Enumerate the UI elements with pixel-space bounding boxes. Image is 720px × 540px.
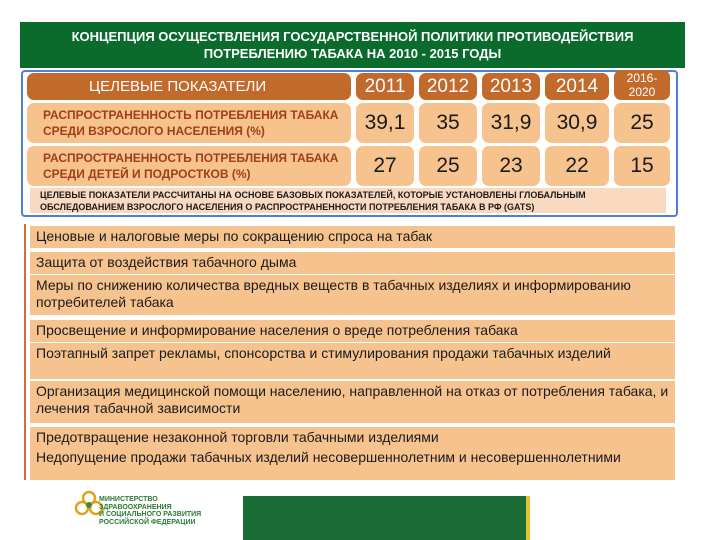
row-adult-value-2013: 31,9 [482,103,540,143]
row-adult-label [27,103,351,143]
row-youth-value-2013: 23 [482,146,540,186]
year-range-end: 2020 [628,85,656,99]
row-adult-value-2012: 35 [419,103,477,143]
slide-title-line-2: ПОТРЕБЛЕНИЮ ТАБАКА НА 2010 - 2015 ГОДЫ [203,46,502,61]
ministry-name-line-4: РОССИЙСКОЙ ФЕДЕРАЦИИ [99,518,196,526]
year-range-start: 2016- [626,71,658,85]
row-adult-label-line-1: РАСПРОСТРАНЕННОСТЬ ПОТРЕБЛЕНИЯ ТАБАКА [43,108,339,122]
year-2014: 2014 [545,73,609,100]
measure-item-illicit-trade: Предотвращение незаконной торговли табачными изделиями [30,427,675,447]
ministry-name-line-2: ЗДРАВООХРАНЕНИЯ [99,503,172,511]
table-footnote [30,188,666,213]
row-youth-value-2012: 25 [419,146,477,186]
row-youth-value-2016-2020: 15 [614,146,670,186]
measure-item-medical-help: Организация медицинской помощи населению, направленной на отказ от потребления табака, и лечения табачной зависимости [30,381,675,423]
ministry-logo [74,486,224,540]
footer-yellow-strip [526,496,530,540]
footer-green-block [243,496,526,540]
measures-left-accent [24,224,26,480]
year-2013: 2013 [482,73,540,100]
row-adult-value-2011: 39,1 [356,103,414,143]
ministry-name-line-1: МИНИСТЕРСТВО [99,496,158,503]
row-adult-value-2016-2020: 25 [614,103,670,143]
year-2012: 2012 [419,73,477,100]
row-youth-value-2011: 27 [356,146,414,186]
measure-item-smoke-protection: Защита от воздействия табачного дыма [30,252,675,274]
measure-item-harmful-substances: Меры по снижению количества вредных веществ в табачных изделиях и информированию потребителей табака [30,275,675,315]
table-footnote-line-1: ЦЕЛЕВЫЕ ПОКАЗАТЕЛИ РАССЧИТАНЫ НА ОСНОВЕ БАЗОВЫХ ПОКАЗАТЕЛЕЙ, КОТОРЫЕ УСТАНОВЛЕНЫ ГЛОБАЛЬНЫМ [40,190,586,200]
ministry-name-line-3: И СОЦИАЛЬНОГО РАЗВИТИЯ [99,511,202,518]
measure-item-minors-sales: Недопущение продажи табачных изделий несовершеннолетним и несовершеннолетними [30,447,675,480]
row-youth-label-line-1: РАСПРОСТРАНЕННОСТЬ ПОТРЕБЛЕНИЯ ТАБАКА [43,151,339,165]
row-adult-label-line-2: СРЕДИ ВЗРОСЛОГО НАСЕЛЕНИЯ (%) [43,124,265,138]
slide-title [20,22,685,68]
row-youth-value-2014: 22 [545,146,609,186]
table-footnote-line-2: ОБСЛЕДОВАНИЕМ ВЗРОСЛОГО НАСЕЛЕНИЯ О РАСПРОСТРАНЕННОСТИ ПОТРЕБЛЕНИЯ ТАБАКА В РФ (GATS) [40,202,535,212]
measure-item-price-tax: Ценовые и налоговые меры по сокращению спроса на табак [30,226,675,248]
row-adult-value-2014: 30,9 [545,103,609,143]
measure-item-education: Просвещение и информирование населения о вреде потребления табака [30,320,675,342]
row-youth-label-line-2: СРЕДИ ДЕТЕЙ И ПОДРОСТКОВ (%) [43,167,251,181]
year-2011: 2011 [356,73,414,100]
year-2016-2020 [614,70,670,100]
row-youth-label [27,146,351,186]
slide-title-line-1: КОНЦЕПЦИЯ ОСУЩЕСТВЛЕНИЯ ГОСУДАРСТВЕННОЙ ПОЛИТИКИ ПРОТИВОДЕЙСТВИЯ [71,29,634,44]
ministry-name [99,496,201,526]
table-title: ЦЕЛЕВЫЕ ПОКАЗАТЕЛИ [27,73,351,100]
measure-item-advertising-ban: Поэтапный запрет рекламы, спонсорства и стимулирования продажи табачных изделий [30,343,675,379]
